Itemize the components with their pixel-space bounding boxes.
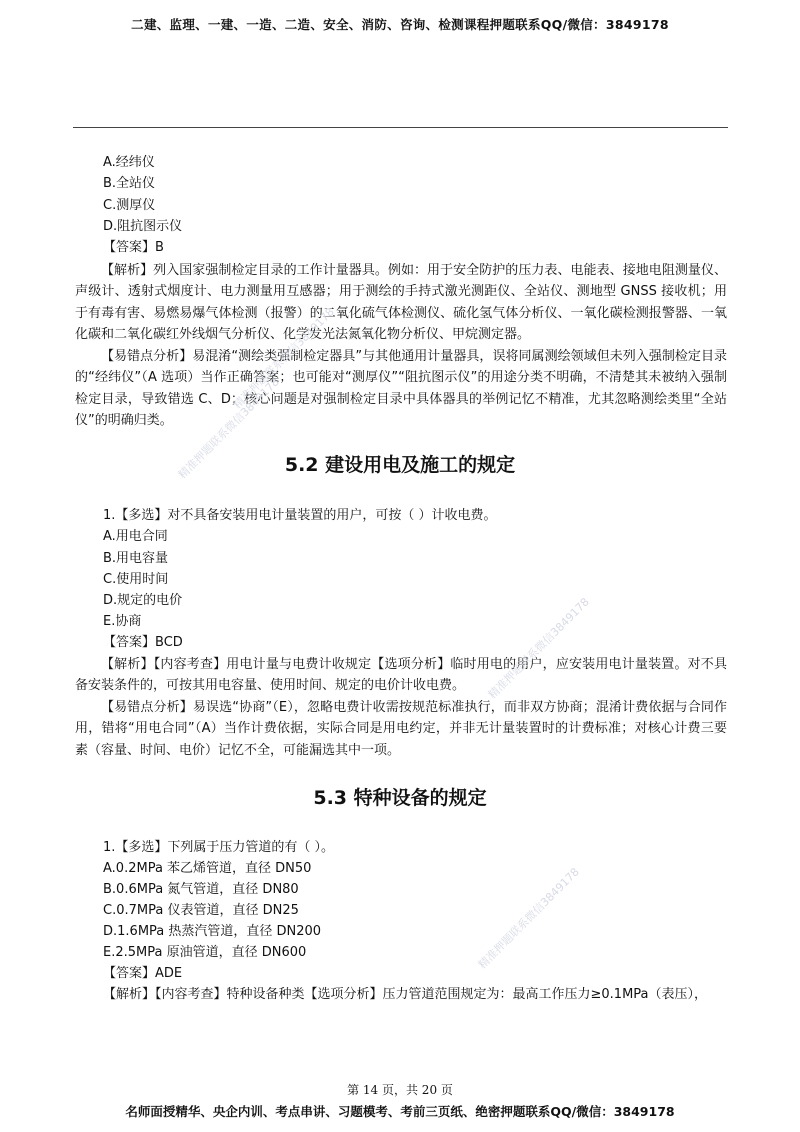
answer-label: 【答案】BCD: [103, 635, 183, 650]
option-c: C.测厚仪: [103, 198, 156, 213]
option-e: E.2.5MPa 原油管道，直径 DN600: [103, 945, 307, 960]
option-c: C.使用时间: [103, 572, 169, 587]
answer-label: 【答案】B: [103, 240, 164, 255]
option-e: E.协商: [103, 614, 142, 629]
footer-contact-text: 名师面授精华、央企内训、考点串讲、习题模考、考前三页纸、绝密押题联系QQ/微信：3849178: [125, 1104, 675, 1119]
option-b: B.用电容量: [103, 551, 169, 566]
mistake-analysis-paragraph: 【易错点分析】易误选“协商”（E），忽略电费计收需按规范标准执行，而非双方协商；混淆计费依据与合同作用，错将“用电合同”（A）当作计费依据，实际合同是用电约定，并非无计量装置时的计费标准；对核心计费三要素（容量、时间、电价）记忆不全，可能漏选其中一项。: [75, 700, 727, 758]
watermark-text: 精准押题联系微信3849178: [485, 595, 592, 702]
question-text: 1.【多选】下列属于压力管道的有（ ）。: [103, 840, 335, 855]
option-a: A.用电合同: [103, 529, 168, 544]
watermark-text: 精准押题联系微信3849178: [475, 865, 582, 972]
answer-label: 【答案】ADE: [103, 966, 183, 981]
option-d: D.规定的电价: [103, 593, 183, 608]
option-b: B.全站仪: [103, 176, 156, 191]
option-d: D.阻抗图示仪: [103, 219, 183, 234]
analysis-paragraph: 【解析】列入国家强制检定目录的工作计量器具。例如：用于安全防护的压力表、电能表、接地电阻测量仪、声级计、透射式烟度计、电力测量用互感器；用于测绘的手持式激光测距仪、全站仪、测地型 GNSS 接收机；用于有毒有害、易燃易爆气体检测（报警）的二氧化硫气体检测仪、硫化氢气体分析仪、一氧化碳检测报警器、一氧化碳和二氧化碳红外线烟气分析仪、化学发光法氮氧化物分析仪、甲烷测定器。: [75, 263, 727, 342]
analysis-paragraph: 【解析】【内容考查】用电计量与电费计收规定【选项分析】临时用电的用户，应安装用电计量装置。对不具备安装条件的，可按其用电容量、使用时间、规定的电价计收电费。: [75, 657, 727, 694]
option-a: A.经纬仪: [103, 155, 155, 170]
header-divider: [73, 127, 728, 128]
page-number: 第 14 页，共 20 页: [347, 1083, 453, 1097]
mistake-analysis-paragraph: 【易错点分析】易混淆“测绘类强制检定器具”与其他通用计量器具，误将同属测绘领域但未列入强制检定目录的“经纬仪”（A 选项）当作正确答案；也可能对“测厚仪”“阻抗图示仪”的用途分类不明确，不清楚其未被纳入强制检定目录，导致错选 C、D；核心问题是对强制检定目录中具体器具的举例记忆不精准，尤其忽略测绘类里“全站仪”的明确归类。: [75, 349, 727, 428]
option-b: B.0.6MPa 氮气管道，直径 DN80: [103, 882, 299, 897]
option-c: C.0.7MPa 仪表管道，直径 DN25: [103, 903, 299, 918]
option-d: D.1.6MPa 热蒸汽管道，直径 DN200: [103, 924, 322, 939]
header-contact-text: 二建、监理、一建、一造、二造、安全、消防、咨询、检测课程押题联系QQ/微信：3849178: [131, 17, 669, 32]
watermark-text: 精准押题联系微信3849178: [175, 375, 282, 482]
option-a: A.0.2MPa 苯乙烯管道，直径 DN50: [103, 861, 312, 876]
question-text: 1.【多选】对不具备安装用电计量装置的用户，可按（ ）计收电费。: [103, 508, 497, 523]
analysis-paragraph: 【解析】【内容考查】特种设备种类【选项分析】压力管道范围规定为：最高工作压力≥0.1MPa（表压），: [103, 987, 708, 1002]
watermark-text: 精准押题联系微信3849178: [230, 305, 337, 412]
section-title-5-3: 5.3 特种设备的规定: [313, 787, 487, 809]
section-title-5-2: 5.2 建设用电及施工的规定: [284, 454, 516, 476]
